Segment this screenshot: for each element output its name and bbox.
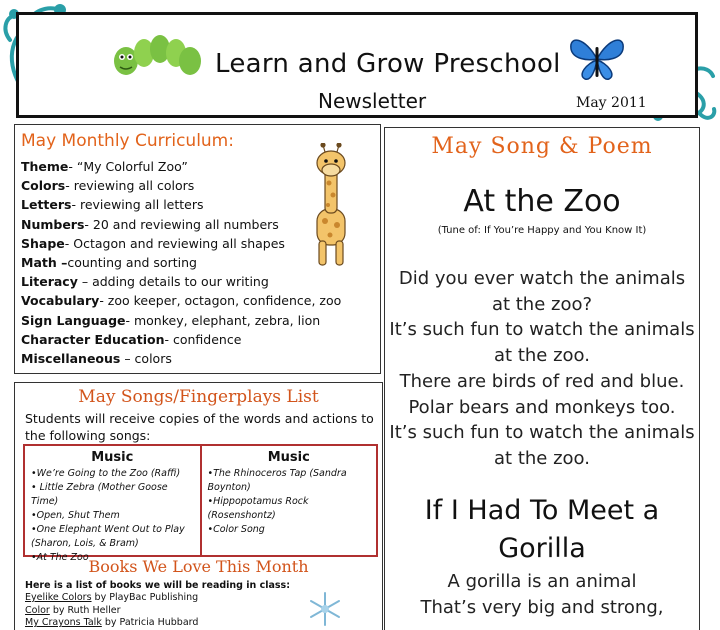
curriculum-item-label: Math –	[21, 255, 68, 271]
lyric-line: at the zoo.	[494, 345, 590, 367]
poem-title	[385, 492, 699, 568]
lyric-line: It’s such fun to watch the animals	[389, 319, 695, 341]
book-item	[25, 592, 198, 605]
curriculum-item	[21, 195, 311, 214]
newsletter-subtitle: Newsletter	[318, 89, 427, 113]
book-author: by PlayBac Publishing	[91, 592, 199, 603]
curriculum-panel	[14, 124, 381, 374]
book-author: by Ruth Heller	[49, 604, 121, 616]
snowflake-icon	[305, 589, 345, 629]
lyric-line: at the zoo?	[491, 293, 593, 315]
song-title: At the Zoo	[463, 184, 621, 219]
song-item: •One Elephant Went Out to Play (Sharon, Lois, & Bram)	[31, 524, 185, 549]
lyric-line: It’s such fun to watch the animals	[389, 422, 695, 444]
curriculum-item-label: Literacy	[21, 274, 78, 290]
curriculum-item-text: – colors	[120, 351, 172, 367]
books-heading: Books We Love This Month	[88, 557, 309, 576]
song-item: •Hippopotamus Rock (Rosenshontz)	[207, 496, 309, 521]
curriculum-item-label: Character Education	[21, 331, 165, 347]
poem-title-line: Gorilla	[498, 533, 586, 564]
caterpillar-icon	[112, 31, 204, 81]
song-item: •Color Song	[207, 524, 265, 535]
curriculum-item-label: Colors	[21, 178, 66, 194]
curriculum-item	[21, 330, 311, 349]
song-lyrics	[385, 266, 699, 472]
book-item	[25, 617, 198, 630]
music-column	[25, 446, 200, 563]
song-item: •At The Zoo	[31, 552, 89, 563]
song-tune: (Tune of: If You’re Happy and You Know It)	[437, 225, 647, 236]
curriculum-item-text: - 20 and reviewing all numbers	[84, 216, 279, 232]
curriculum-item-label: Miscellaneous	[21, 351, 121, 367]
song-item: •The Rhinoceros Tap (Sandra Boynton)	[207, 468, 347, 493]
songs-intro: Students will receive copies of the words and actions to the following songs:	[25, 411, 374, 443]
newsletter-date: May 2011	[576, 95, 647, 111]
songs-heading: May Songs/Fingerplays List	[78, 387, 319, 407]
curriculum-item-text: – adding details to our writing	[77, 274, 269, 290]
book-title: Eyelike Colors	[25, 592, 92, 603]
curriculum-item	[21, 253, 311, 272]
curriculum-item-text: - “My Colorful Zoo”	[68, 159, 188, 174]
book-item	[25, 605, 198, 618]
curriculum-item-text: counting and sorting	[67, 255, 197, 271]
curriculum-item-label: Vocabulary	[21, 293, 100, 309]
song-poem-heading: May Song & Poem	[431, 134, 653, 159]
lyric-line: at the zoo.	[494, 447, 590, 469]
curriculum-list	[21, 157, 342, 368]
curriculum-item-label: Sign Language	[21, 312, 126, 328]
curriculum-item	[21, 349, 311, 368]
music-column	[200, 446, 377, 555]
song-item: •We’re Going to the Zoo (Raffi)	[31, 468, 181, 479]
curriculum-item	[21, 291, 342, 310]
curriculum-item-text: - Octagon and reviewing all shapes	[64, 235, 285, 251]
curriculum-item-text: - reviewing all letters	[71, 197, 204, 213]
lyric-line: Did you ever watch the animals	[398, 268, 686, 289]
newsletter-title: Learn and Grow Preschool	[215, 49, 561, 79]
song-poem-panel	[384, 127, 700, 630]
lyric-line: There are birds of red and blue.	[399, 370, 685, 392]
songs-panel	[14, 382, 383, 630]
curriculum-item	[21, 215, 311, 234]
song-item: • Little Zebra (Mother Goose Time)	[31, 482, 168, 507]
curriculum-item	[21, 234, 311, 253]
poem-line: A gorilla is an animal	[447, 571, 637, 592]
books-intro: Here is a list of books we will be reading in class:	[25, 580, 291, 591]
butterfly-icon	[567, 33, 627, 85]
book-author: by Patricia Hubbard	[101, 617, 199, 628]
lyric-line: Polar bears and monkeys too.	[408, 396, 676, 418]
curriculum-heading: May Monthly Curriculum:	[21, 131, 234, 151]
book-title: Color	[25, 604, 50, 616]
music-column-header: Music	[91, 450, 134, 465]
newsletter-header	[16, 12, 698, 118]
curriculum-item	[21, 157, 311, 176]
curriculum-item-label: Letters	[21, 197, 72, 213]
curriculum-item-text: - monkey, elephant, zebra, lion	[125, 312, 321, 328]
poem-line: That’s very big and strong,	[420, 596, 664, 618]
curriculum-item-text: - confidence	[164, 331, 242, 347]
poem-title-line: If I Had To Meet a	[424, 495, 660, 526]
giraffe-icon	[303, 143, 359, 271]
curriculum-item	[21, 311, 321, 330]
curriculum-item-text: - reviewing all colors	[65, 178, 195, 194]
poem-lines	[385, 569, 699, 620]
book-title: My Crayons Talk	[25, 617, 102, 628]
books-list	[25, 592, 198, 630]
curriculum-item-label: Theme	[21, 159, 69, 174]
music-table	[23, 444, 378, 563]
music-column-header: Music	[267, 450, 310, 465]
curriculum-item-label: Numbers	[21, 216, 85, 232]
curriculum-item-label: Shape	[21, 235, 65, 251]
song-item: •Open, Shut Them	[31, 510, 120, 521]
curriculum-item	[21, 272, 311, 291]
curriculum-item-text: - zoo keeper, octagon, confidence, zoo	[99, 293, 342, 309]
curriculum-item	[21, 176, 311, 195]
